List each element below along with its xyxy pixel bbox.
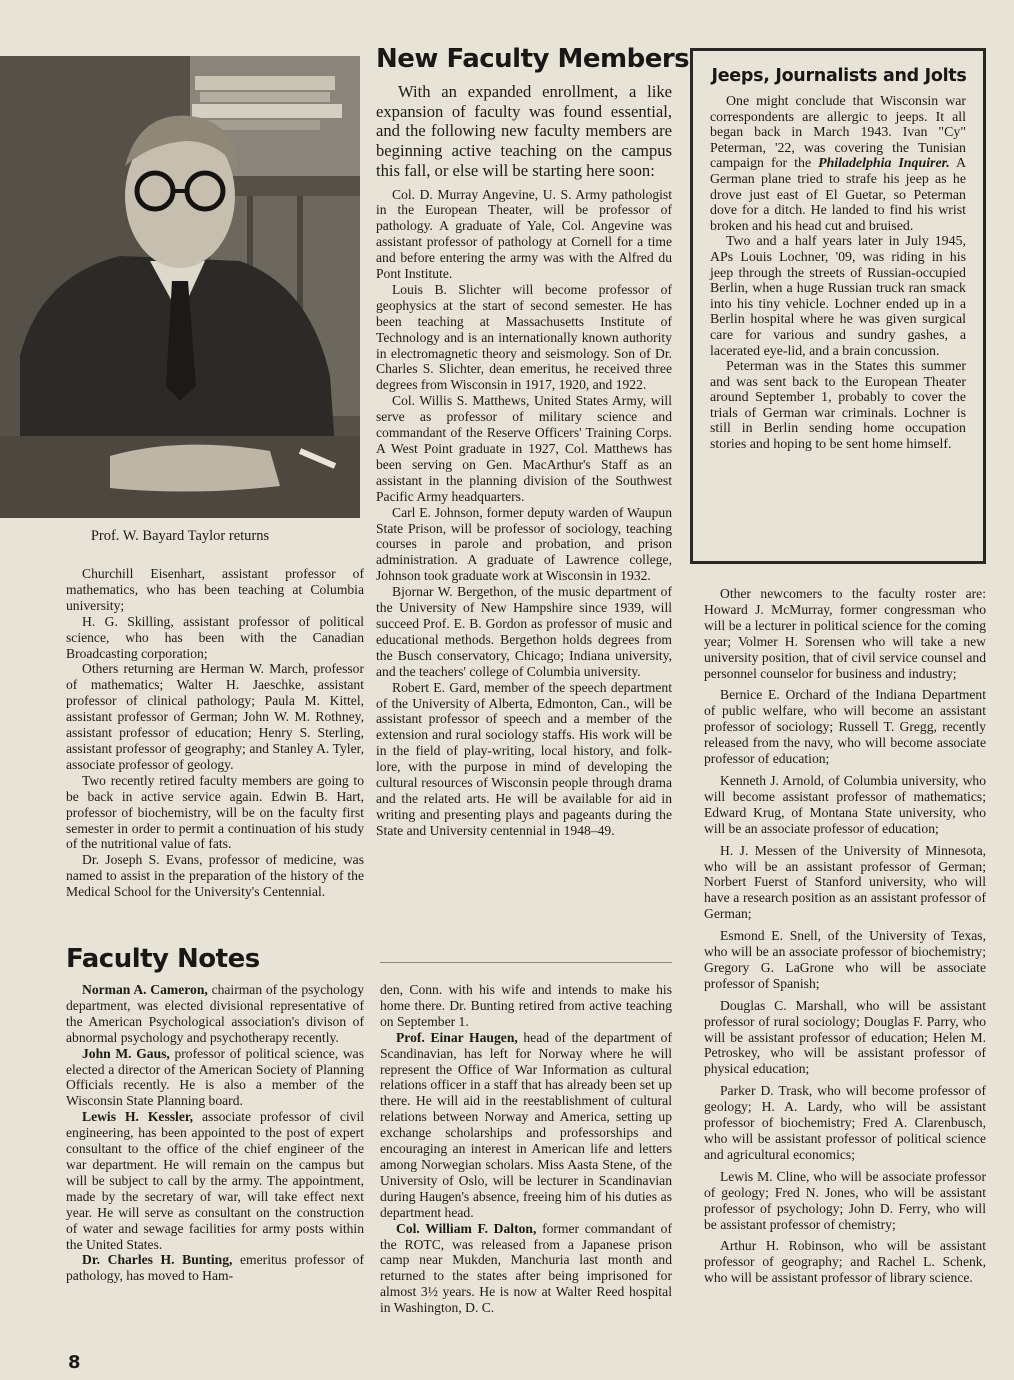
middle-divider <box>380 962 672 963</box>
paragraph: Lewis M. Cline, who will be associate professor of geology; Fred N. Jones, who will be assistant professor of psychology; John D. Ferry, who will be assistant professor of chemistry; <box>704 1168 986 1232</box>
note-name: Prof. Einar Haugen, <box>396 1029 518 1045</box>
note-item <box>380 982 672 1030</box>
portrait-photo <box>0 56 360 518</box>
note-name: Dr. Charles H. Bunting, <box>82 1252 233 1268</box>
paragraph: Peterman was in the States this summer and was sent back to the European Theater around September 1, probably to cover the trials of German war criminals. Lochner is still in Berlin sending home occupation stories and hoping to be sent home himself. <box>710 359 966 453</box>
note-text: former commandant of the ROTC, was released from a Japanese prison camp near Mukden, Manchuria last month and returned to the states after being imprisoned for almost 3½ years. He is now at Walter Reed hospital in Washington, D. C. <box>380 1220 672 1316</box>
paragraph: H. G. Skilling, assistant professor of political science, who has been with the Canadian Broadcasting corporation; <box>66 613 364 661</box>
paragraph: Col. Willis S. Matthews, United States Army, will serve as professor of military science and commandant of the Reserve Officers' Training Corps. A West Point graduate in 1927, Col. Matthews has been serving on Gen. MacArthur's Staff as an assistant in the planning division of the Southwest Pacific Army headquarters. <box>376 393 672 504</box>
paragraph: Douglas C. Marshall, who will be assistant professor of rural sociology; Douglas F. Parry, who will be assistant professor of education; Helen M. Petroskey, who will be assistant professor of physical education; <box>704 997 986 1077</box>
paragraph: H. J. Messen of the University of Minnesota, who will be an assistant professor of German; Norbert Fuerst of Stanford university, who will have a research position as an assistant professor of German; <box>704 842 986 922</box>
paragraph: Others returning are Herman W. March, professor of mathematics; Walter H. Jaeschke, assistant professor of clinical pathology; Paula M. Kittel, assistant professor of German; John W. M. Rothney, assistant professor of education; Henry S. Sterling, assistant professor of geography; and Stanley A. Tyler, associate professor of geology. <box>66 661 364 772</box>
paragraph: Col. D. Murray Angevine, U. S. Army pathologist in the European Theater, will be professor of pathology. A graduate of Yale, Col. Angevine was assistant professor of pathology at Cornell for a time and before entering the army was with the Alfred du Pont Institute. <box>376 186 672 282</box>
note-name: Norman A. Cameron, <box>82 982 208 997</box>
paragraph: Louis B. Slichter will become professor of geophysics at the start of second semester. He has been teaching at Massachusetts Institute of Technology and is an internationally known authority in electromagnetic theory and seismology. Son of Dr. Charles S. Slichter, dean emeritus, he received three degrees from Wisconsin in 1917, 1920, and 1922. <box>376 281 672 393</box>
note-item <box>380 1030 672 1221</box>
note-item <box>66 982 364 1046</box>
note-text: chairman of the psychology department, was elected divisional representative of the American Psychological association's divison of abnormal psychology and psychotherapy recently. <box>66 982 364 1045</box>
paragraph: Kenneth J. Arnold, of Columbia university, who will become assistant professor of mathematics; Edward Krug, of Montana State university, who will be an associate professor of education; <box>704 772 986 836</box>
note-item <box>66 1109 364 1252</box>
portrait-illustration <box>0 56 360 518</box>
paragraph: Carl E. Johnson, former deputy warden of Waupun State Prison, will be professor of sociology, teaching courses in parole and probation, and prison administration. A graduate of Lawrence college, Johnson took graduate work at Wisconsin in 1932. <box>376 504 672 584</box>
jeeps-heading: Jeeps, Journalists and Jolts <box>711 66 967 86</box>
paragraph: Two and a half years later in July 1945, APs Louis Lochner, '09, was riding in his jeep through the streets of Russian-occupied Berlin, when a huge Russian truck ran smack into his tiny vehicle. Lochner ended up in a Berlin hospital where he was given surgical care for various and sundry gashes, a lacerated eye-lid, and a brain concussion. <box>710 234 966 359</box>
note-text: professor of political science, was elected a director of the American Society of Planning Officials recently. He is also a member of the Wisconsin State Planning board. <box>66 1045 365 1109</box>
faculty-notes-heading: Faculty Notes <box>66 944 260 974</box>
left-column <box>66 566 364 900</box>
paragraph <box>710 94 966 234</box>
note-text: associate professor of civil engineering, has been appointed to the post of expert consultant to the office of the chief engineer of the war department. He will remain on the campus but will be subject to call by the army. The appointment, made by the secretary of war, will take effect next year. He will serve as consultant on the construction of water and sewage facilities for army posts within the United States. <box>66 1109 364 1252</box>
paragraph: Two recently retired faculty members are going to be back in active service again. Edwin B. Hart, professor of biochemistry, will be on the faculty first semester in order to permit a continuation of his study of the nutritional value of fats. <box>66 772 364 852</box>
new-faculty-heading: New Faculty Members <box>376 44 690 74</box>
page-number: 8 <box>68 1352 81 1373</box>
right-column <box>704 586 986 1286</box>
note-text: head of the department of Scandinavian, has left for Norway where he will represent the Office of War Information as cultural relations officer in a staff that has already been set up there. He will aid in the reestablishment of cultural relations between Norway and America, setting up exchange scholarships and professorships and encouraging an interest in American life and letters among Norwegian scholars. Miss Aasta Stene, of the University of Oslo, will be lecturer in Scandinavian during Haugen's absence, freeing him of his duties as department head. <box>380 1029 672 1220</box>
note-item <box>66 1252 364 1284</box>
paragraph: Parker D. Trask, who will become professor of geology; H. A. Lardy, who will be assistant professor of biochemistry; Fred A. Clarenbusch, who will be assistant professor of political science and agricultural economics; <box>704 1083 986 1162</box>
photo-caption: Prof. W. Bayard Taylor returns <box>90 528 270 544</box>
publication-name: Philadelphia Inquirer. <box>818 156 950 172</box>
note-text: emeritus professor of pathology, has moved to Ham- <box>66 1252 364 1284</box>
faculty-notes-continued <box>380 982 672 1316</box>
paragraph: Esmond E. Snell, of the University of Texas, who will be an associate professor of biochemistry; Gregory G. LaGrone who will be associate professor of Spanish; <box>704 928 986 991</box>
jeeps-text: One might conclude that Wisconsin war correspondents are allergic to jeeps. It all began back in March 1943. Ivan "Cy" Peterman, '22, was covering the Tunisian campaign for the <box>710 94 966 172</box>
faculty-notes-column <box>66 982 364 1284</box>
paragraph: Arthur H. Robinson, who will be assistant professor of geography; and Rachel L. Schenk, who will be assistant professor of library science. <box>704 1238 986 1286</box>
paragraph: Bernice E. Orchard of the Indiana Department of public welfare, who will become an assistant professor of sociology; Russell T. Gregg, recently released from the navy, who will become associate professor of education; <box>704 687 986 767</box>
new-faculty-column <box>376 82 672 839</box>
note-name: John M. Gaus, <box>82 1045 170 1061</box>
paragraph: Churchill Eisenhart, assistant professor of mathematics, who has been teaching at Columbia university; <box>66 566 364 613</box>
note-text: den, Conn. with his wife and intends to make his home there. Dr. Bunting retired from active teaching on September 1. <box>380 982 672 1029</box>
paragraph: Robert E. Gard, member of the speech department of the University of Alberta, Edmonton, Can., will be assistant professor of speech and a member of the extension and rural sociology staffs. His work will be in the field of play-writing, local history, and folk-lore, with the purpose in mind of developing the cultural resources of Wisconsin people through drama and the related arts. He will be available for aid in writing and presenting plays and pageants during the State and University centennial in 1948–49. <box>376 679 672 838</box>
jeeps-column <box>710 94 966 453</box>
paragraph: Bjornar W. Bergethon, of the music department of the University of New Hampshire since 1939, will succeed Prof. E. B. Gordon as professor of music and educational methods. Bergethon holds degrees from the Busch conservatory, Chicago; Indiana university, and the teachers' college of Columbia university. <box>376 584 672 679</box>
paragraph: Other newcomers to the faculty roster are: Howard J. McMurray, former congressman who will be a lecturer in political science for the coming year; Volmer H. Sorensen who will take a new university position, that of civil service counsel and personnel counselor for business and industry; <box>704 586 986 681</box>
jeeps-text: A German plane tried to strafe his jeep as he drove just east of El Guetar, so Peterman dove for a ditch. He landed to find his wrist broken and his head cut and bruised. <box>710 156 966 234</box>
note-item <box>66 1046 364 1110</box>
note-name: Lewis H. Kessler, <box>82 1109 194 1125</box>
note-item <box>380 1221 672 1316</box>
note-name: Col. William F. Dalton, <box>396 1220 537 1236</box>
new-faculty-lead: With an expanded enrollment, a like expansion of faculty was found essential, and the following new faculty members are beginning active teaching on the campus this fall, or else will be starting here soon: <box>376 82 672 180</box>
paragraph: Dr. Joseph S. Evans, professor of medicine, was named to assist in the preparation of the history of the Medical School for the University's Centennial. <box>66 852 364 900</box>
